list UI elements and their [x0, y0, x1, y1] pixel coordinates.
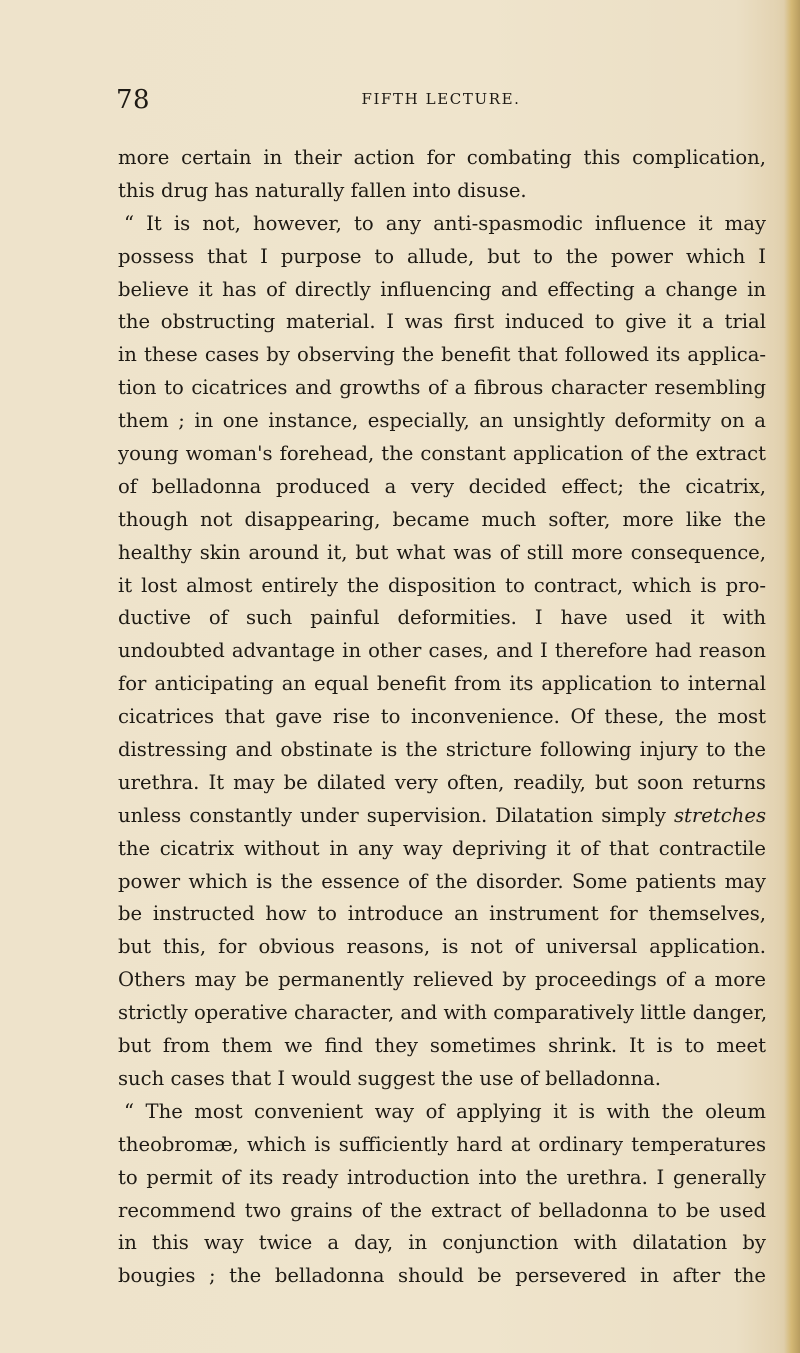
- text-line: undoubted advantage in other cases, and I therefore had reason: [118, 639, 766, 663]
- page-edge: [784, 0, 800, 1353]
- text-line: the cicatrix without in any way depriving it of that contractile: [118, 836, 766, 860]
- text-line: but this, for obvious reasons, is not of universal application.: [118, 935, 766, 959]
- page-number: 78: [116, 85, 151, 115]
- text-line: recommend two grains of the extract of belladonna to be used: [118, 1198, 766, 1222]
- text-line: theobromæ, which is sufficiently hard at ordinary temperatures: [118, 1132, 766, 1156]
- text-line: urethra. It may be dilated very often, readily, but soon returns: [118, 770, 766, 794]
- body-text: [118, 142, 766, 1293]
- text-line: young woman's forehead, the constant application of the extract: [118, 442, 766, 466]
- text-line: the obstructing material. I was first induced to give it a trial: [118, 310, 766, 334]
- text-line: power which is the essence of the disorder. Some patients may: [118, 869, 766, 893]
- text-line: tion to cicatrices and growths of a fibrous character resembling: [118, 376, 766, 400]
- text-line: for anticipating an equal benefit from its application to internal: [118, 672, 766, 696]
- text-line: bougies ; the belladonna should be persevered in after the: [118, 1264, 766, 1288]
- running-head: FIFTH LECTURE.: [361, 90, 521, 108]
- text-line: possess that I purpose to allude, but to the power which I: [118, 244, 766, 268]
- text-line: more certain in their action for combating this complication,: [118, 146, 766, 169]
- text-line: such cases that I would suggest the use of belladonna.: [118, 1066, 661, 1090]
- text-line: “ It is not, however, to any anti-spasmodic influence it may: [124, 211, 766, 235]
- text-line: ductive of such painful deformities. I have used it with: [118, 606, 766, 630]
- text-line: cicatrices that gave rise to inconvenience. Of these, the most: [118, 705, 766, 729]
- text-line: strictly operative character, and with comparatively little danger,: [118, 1001, 768, 1025]
- italic-word: stretches: [673, 803, 766, 827]
- text-line: to permit of its ready introduction into the urethra. I generally: [118, 1165, 766, 1189]
- text-line: “ The most convenient way of applying it is with the oleum: [124, 1099, 766, 1123]
- text-line-with-italic: [118, 800, 766, 833]
- text-line: in this way twice a day, in conjunction with dilatation by: [118, 1231, 766, 1255]
- text-line: though not disappearing, became much softer, more like the: [118, 507, 766, 531]
- text-line: it lost almost entirely the disposition to contract, which is pro-: [118, 573, 766, 597]
- text-line: be instructed how to introduce an instrument for themselves,: [118, 902, 766, 926]
- text-line: Others may be permanently relieved by proceedings of a more: [118, 968, 766, 992]
- text-line: but from them we find they sometimes shrink. It is to meet: [118, 1034, 766, 1058]
- text-line: of belladonna produced a very decided effect; the cicatrix,: [118, 474, 766, 498]
- text-line: healthy skin around it, but what was of still more consequence,: [118, 540, 766, 564]
- text-line: this drug has naturally fallen into disuse.: [118, 178, 527, 202]
- text-line: them ; in one instance, especially, an unsightly deformity on a: [118, 409, 766, 433]
- page-header: [116, 80, 766, 120]
- text-line: in these cases by observing the benefit that followed its applica-: [118, 343, 766, 367]
- text-line: distressing and obstinate is the stricture following injury to the: [118, 738, 766, 762]
- text-line: believe it has of directly influencing and effecting a change in: [118, 277, 766, 301]
- text-segment: unless constantly under supervision. Dilatation simply: [118, 803, 674, 827]
